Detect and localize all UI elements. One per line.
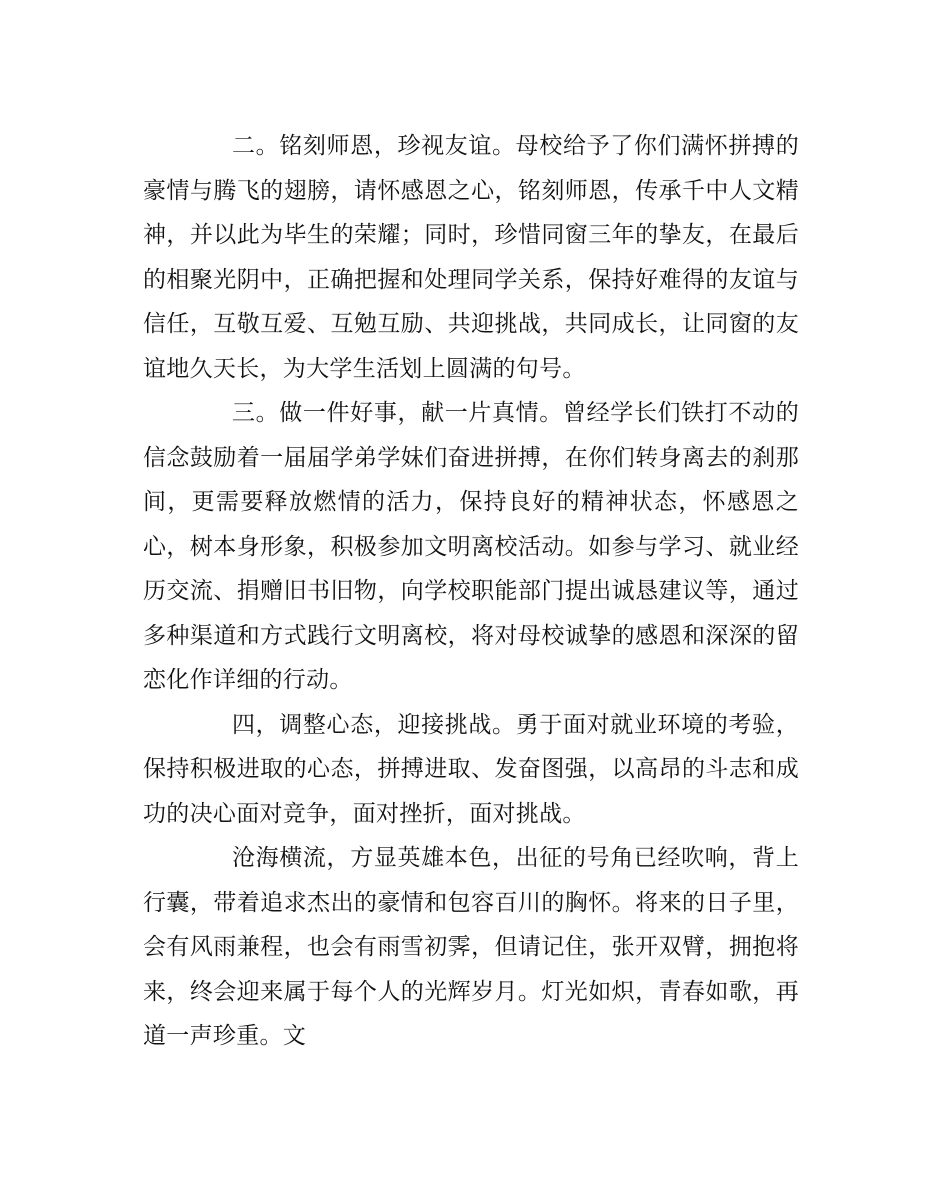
document-body [143, 124, 799, 1059]
paragraph-3: 三。做一件好事，献一片真情。曾经学长们铁打不动的信念鼓励着一届届学弟学妹们奋进拼搏，在你们转身离去的刹那间，更需要释放燃情的活力，保持良好的精神状态，怀感恩之心，树本身形象，积极参加文明离校活动。如参与学习、就业经历交流、捐赠旧书旧物，向学校职能部门提出诚恳建议等，通过多种渠道和方式践行文明离校，将对母校诚挚的感恩和深深的留恋化作详细的行动。 [143, 400, 799, 693]
paragraph-4: 四，调整心态，迎接挑战。勇于面对就业环境的考验，保持积极进取的心态，拼搏进取、发奋图强，以高昂的斗志和成功的决心面对竞争，面对挫折，面对挑战。 [143, 711, 799, 827]
paragraph-closing: 沧海横流，方显英雄本色，出征的号角已经吹响，背上行囊，带着追求杰出的豪情和包容百川的胸怀。将来的日子里，会有风雨兼程，也会有雨雪初霁，但请记住，张开双臂，拥抱将来，终会迎来属于每个人的光辉岁月。灯光如炽，青春如歌，再道一声珍重。文 [143, 845, 799, 1049]
paragraph-2: 二。铭刻师恩，珍视友谊。母校给予了你们满怀拼搏的豪情与腾飞的翅膀，请怀感恩之心，铭刻师恩，传承千中人文精神，并以此为毕生的荣耀；同时，珍惜同窗三年的挚友，在最后的相聚光阴中，正确把握和处理同学关系，保持好难得的友谊与信任，互敬互爱、互勉互励、共迎挑战，共同成长，让同窗的友谊地久天长，为大学生活划上圆满的句号。 [143, 133, 799, 382]
